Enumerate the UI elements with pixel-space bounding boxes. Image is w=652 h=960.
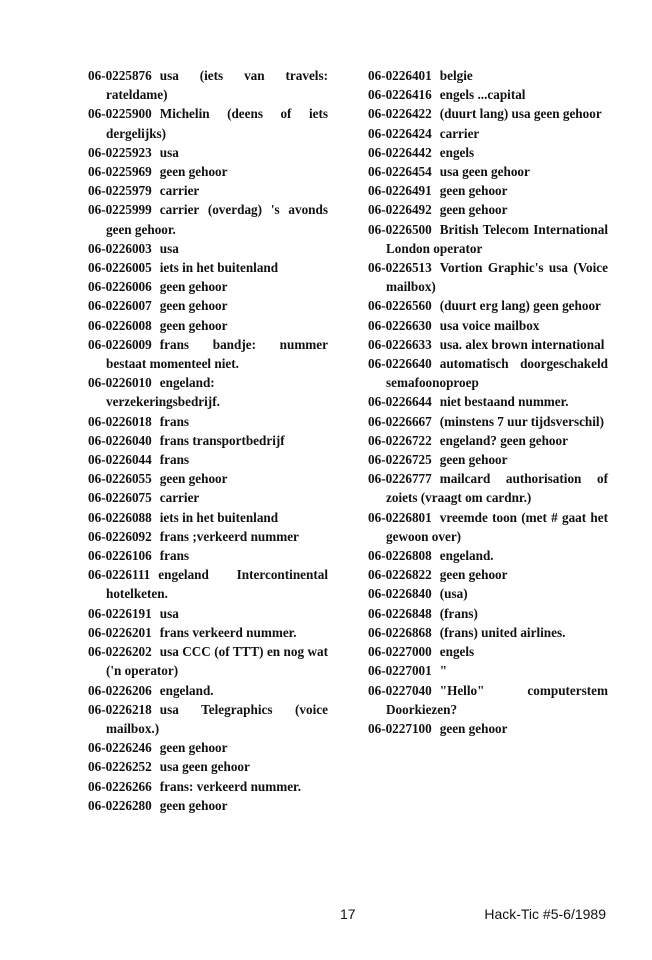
- phone-number: 06-0227000: [368, 644, 432, 660]
- list-item: [368, 508, 608, 546]
- phone-number: 06-0226424: [368, 125, 432, 141]
- list-item: [368, 392, 608, 411]
- list-item: [88, 604, 328, 623]
- list-item: [368, 200, 608, 219]
- phone-number: 06-0225876: [88, 68, 152, 83]
- entry-description: frans bandje: nummer bestaat momenteel niet.: [106, 336, 328, 372]
- phone-number: 06-0225979: [88, 183, 152, 199]
- entry-description: (frans) united airlines.: [439, 624, 566, 640]
- list-item: [88, 412, 328, 431]
- entry-description: usa: [159, 240, 179, 256]
- list-item: [368, 316, 608, 335]
- left-column: [88, 66, 328, 815]
- entry-description: (frans): [439, 605, 478, 621]
- list-item: [368, 104, 608, 123]
- phone-number: 06-0227100: [368, 720, 432, 736]
- phone-number: 06-0226075: [88, 490, 152, 506]
- phone-number: 06-0226005: [88, 260, 152, 276]
- phone-number: 06-0226401: [368, 68, 432, 83]
- entry-description: frans: [159, 413, 190, 429]
- phone-number: 06-0226111: [88, 567, 151, 583]
- list-item: [88, 623, 328, 642]
- list-item: [88, 469, 328, 488]
- list-item: [368, 296, 608, 315]
- phone-number: 06-0226868: [368, 624, 432, 640]
- list-item: [368, 584, 608, 603]
- phone-number: 06-0226442: [368, 144, 432, 160]
- entry-description: frans transportbedrijf: [159, 432, 285, 448]
- list-item: [368, 565, 608, 584]
- list-item: [88, 642, 328, 680]
- entry-description: Vortion Graphic's usa (Voice mailbox): [386, 260, 608, 295]
- list-item: [88, 335, 328, 373]
- list-item: [88, 66, 328, 104]
- list-item: [88, 162, 328, 181]
- phone-number: 06-0226201: [88, 624, 152, 640]
- list-item: [88, 796, 328, 815]
- entry-description: geen gehoor: [159, 797, 228, 813]
- phone-number: 06-0226280: [88, 797, 152, 813]
- entry-description: usa (iets van travels: rateldame): [106, 68, 328, 103]
- list-item: [368, 354, 608, 392]
- list-item: [88, 738, 328, 757]
- list-item: [88, 239, 328, 258]
- entry-description: carrier (overdag) 's avonds geen gehoor.: [106, 202, 328, 237]
- entry-description: geen gehoor: [439, 183, 508, 199]
- entry-description: belgie: [439, 68, 473, 83]
- phone-number: 06-0226092: [88, 528, 152, 544]
- entry-description: engeland.: [159, 682, 214, 698]
- list-item: [88, 143, 328, 162]
- list-item: [88, 777, 328, 796]
- entry-description: frans verkeerd nummer.: [159, 624, 297, 640]
- entry-description: engeland Intercontinental hotelketen.: [106, 567, 328, 602]
- list-item: [368, 681, 608, 719]
- entry-description: usa geen gehoor: [439, 164, 530, 180]
- phone-number: 06-0226088: [88, 509, 152, 525]
- phone-number: 06-0226246: [88, 740, 152, 756]
- entry-description: carrier: [159, 183, 200, 199]
- list-item: [88, 316, 328, 335]
- phone-number: 06-0226640: [368, 356, 432, 372]
- entry-description: engels ...capital: [439, 87, 526, 103]
- list-item: [88, 181, 328, 200]
- entry-description: mailcard authorisation of zoiets (vraagt om cardnr.): [386, 471, 608, 506]
- phone-number: 06-0226822: [368, 567, 432, 583]
- entry-description: frans: verkeerd nummer.: [159, 778, 301, 794]
- phone-number: 06-0225900: [88, 106, 152, 122]
- entry-description: (duurt erg lang) geen gehoor: [439, 298, 601, 314]
- phone-number: 06-0226040: [88, 432, 152, 448]
- entry-description: "Hello" computerstem Doorkiezen?: [386, 682, 608, 717]
- entry-description: (duurt lang) usa geen gehoor: [439, 106, 602, 122]
- entry-description: geen gehoor: [159, 279, 228, 295]
- entry-description: vreemde toon (met # gaat het gewoon over): [386, 509, 608, 544]
- list-item: [368, 604, 608, 623]
- entry-description: usa CCC (of TTT) en nog wat ('n operator): [106, 644, 328, 679]
- list-item: [88, 431, 328, 450]
- entry-description: carrier: [439, 125, 480, 141]
- phone-number: 06-0226009: [88, 336, 152, 352]
- list-item: [88, 546, 328, 565]
- right-column: [368, 66, 608, 738]
- phone-number: 06-0226106: [88, 548, 152, 564]
- list-item: [88, 488, 328, 507]
- entry-description: geen gehoor: [159, 164, 228, 180]
- phone-number: 06-0226006: [88, 279, 152, 295]
- phone-number: 06-0226008: [88, 317, 152, 333]
- list-item: [88, 681, 328, 700]
- list-item: [88, 450, 328, 469]
- list-item: [88, 200, 328, 238]
- entry-description: engeland: verzekeringsbedrijf.: [106, 375, 220, 410]
- entry-description: usa voice mailbox: [439, 317, 540, 333]
- list-item: [368, 181, 608, 200]
- phone-number: 06-0226266: [88, 778, 152, 794]
- entry-description: usa geen gehoor: [159, 759, 250, 775]
- phone-number: 06-0226633: [368, 336, 432, 352]
- entry-description: (minstens 7 uur tijdsverschil): [439, 413, 604, 429]
- list-item: [88, 757, 328, 776]
- phone-number: 06-0226513: [368, 260, 432, 276]
- list-item: [368, 143, 608, 162]
- entry-description: frans: [159, 452, 190, 468]
- list-item: [368, 124, 608, 143]
- phone-number: 06-0226491: [368, 183, 432, 199]
- entry-description: geen gehoor: [439, 202, 508, 218]
- entry-description: geen gehoor: [159, 740, 228, 756]
- entry-description: iets in het buitenland: [159, 509, 279, 525]
- entry-description: frans: [159, 548, 190, 564]
- entry-description: usa: [159, 144, 179, 160]
- list-item: [88, 527, 328, 546]
- phone-number: 06-0226416: [368, 87, 432, 103]
- phone-number: 06-0226206: [88, 682, 152, 698]
- entry-description: engeland? geen gehoor: [439, 432, 568, 448]
- phone-number: 06-0226667: [368, 413, 432, 429]
- phone-number: 06-0227040: [368, 682, 432, 698]
- list-item: [88, 373, 328, 411]
- phone-number: 06-0226422: [368, 106, 432, 122]
- entry-description: engels: [439, 644, 475, 660]
- list-item: [368, 719, 608, 738]
- phone-number: 06-0226007: [88, 298, 152, 314]
- phone-number: 06-0226801: [368, 509, 432, 525]
- phone-number: 06-0225999: [88, 202, 152, 218]
- entry-description: geen gehoor: [159, 298, 228, 314]
- entry-description: geen gehoor: [439, 452, 508, 468]
- phone-number: 06-0226848: [368, 605, 432, 621]
- list-item: [368, 220, 608, 258]
- phone-number: 06-0226191: [88, 605, 152, 621]
- phone-number: 06-0226630: [368, 317, 432, 333]
- entry-description: engeland.: [439, 548, 494, 564]
- entry-description: carrier: [159, 490, 200, 506]
- list-item: [368, 66, 608, 85]
- list-item: [368, 335, 608, 354]
- entry-description: niet bestaand nummer.: [439, 394, 569, 410]
- list-item: [88, 700, 328, 738]
- entry-description: usa: [159, 605, 179, 621]
- list-item: [88, 296, 328, 315]
- phone-number: 06-0227001: [368, 663, 432, 679]
- phone-number: 06-0226644: [368, 394, 432, 410]
- entry-description: iets in het buitenland: [159, 260, 279, 276]
- list-item: [368, 642, 608, 661]
- phone-number: 06-0226202: [88, 644, 152, 660]
- phone-number: 06-0226218: [88, 701, 152, 717]
- phone-number: 06-0226252: [88, 759, 152, 775]
- list-item: [88, 565, 328, 603]
- entry-description: geen gehoor: [439, 567, 508, 583]
- entry-description: Michelin (deens of iets dergelijks): [106, 106, 328, 141]
- phone-number: 06-0226044: [88, 452, 152, 468]
- list-item: [368, 469, 608, 507]
- entry-description: geen gehoor: [159, 317, 228, 333]
- phone-number: 06-0226777: [368, 471, 432, 487]
- phone-number: 06-0226003: [88, 240, 152, 256]
- phone-number: 06-0226454: [368, 164, 432, 180]
- phone-number: 06-0226010: [88, 375, 152, 391]
- list-item: [368, 162, 608, 181]
- entry-description: engels: [439, 144, 475, 160]
- phone-number: 06-0226808: [368, 548, 432, 564]
- phone-number: 06-0226018: [88, 413, 152, 429]
- phone-number: 06-0226722: [368, 432, 432, 448]
- list-item: [368, 623, 608, 642]
- phone-number: 06-0225969: [88, 164, 152, 180]
- list-item: [88, 104, 328, 142]
- entry-description: automatisch doorgeschakeld semafoonoproep: [386, 356, 608, 391]
- phone-number: 06-0226840: [368, 586, 432, 602]
- entry-description: British Telecom International London operator: [386, 221, 608, 256]
- entry-description: ": [439, 663, 448, 679]
- list-item: [368, 431, 608, 450]
- entry-description: usa Telegraphics (voice mailbox.): [106, 701, 328, 736]
- phone-number: 06-0225923: [88, 144, 152, 160]
- list-item: [368, 85, 608, 104]
- entry-description: (usa): [439, 586, 468, 602]
- list-item: [88, 508, 328, 527]
- list-item: [368, 546, 608, 565]
- list-item: [368, 258, 608, 296]
- phone-number: 06-0226055: [88, 471, 152, 487]
- phone-number: 06-0226725: [368, 452, 432, 468]
- phone-number: 06-0226560: [368, 298, 432, 314]
- entry-description: frans ;verkeerd nummer: [159, 528, 299, 544]
- list-item: [88, 258, 328, 277]
- list-item: [368, 661, 608, 680]
- page-number: 17: [340, 906, 356, 922]
- phone-number: 06-0226500: [368, 221, 432, 237]
- publication-title: Hack-Tic #5-6/1989: [484, 906, 606, 922]
- entry-description: usa. alex brown international: [439, 336, 605, 352]
- list-item: [368, 412, 608, 431]
- list-item: [88, 277, 328, 296]
- entry-description: geen gehoor: [439, 720, 508, 736]
- entry-description: geen gehoor: [159, 471, 228, 487]
- list-item: [368, 450, 608, 469]
- phone-number: 06-0226492: [368, 202, 432, 218]
